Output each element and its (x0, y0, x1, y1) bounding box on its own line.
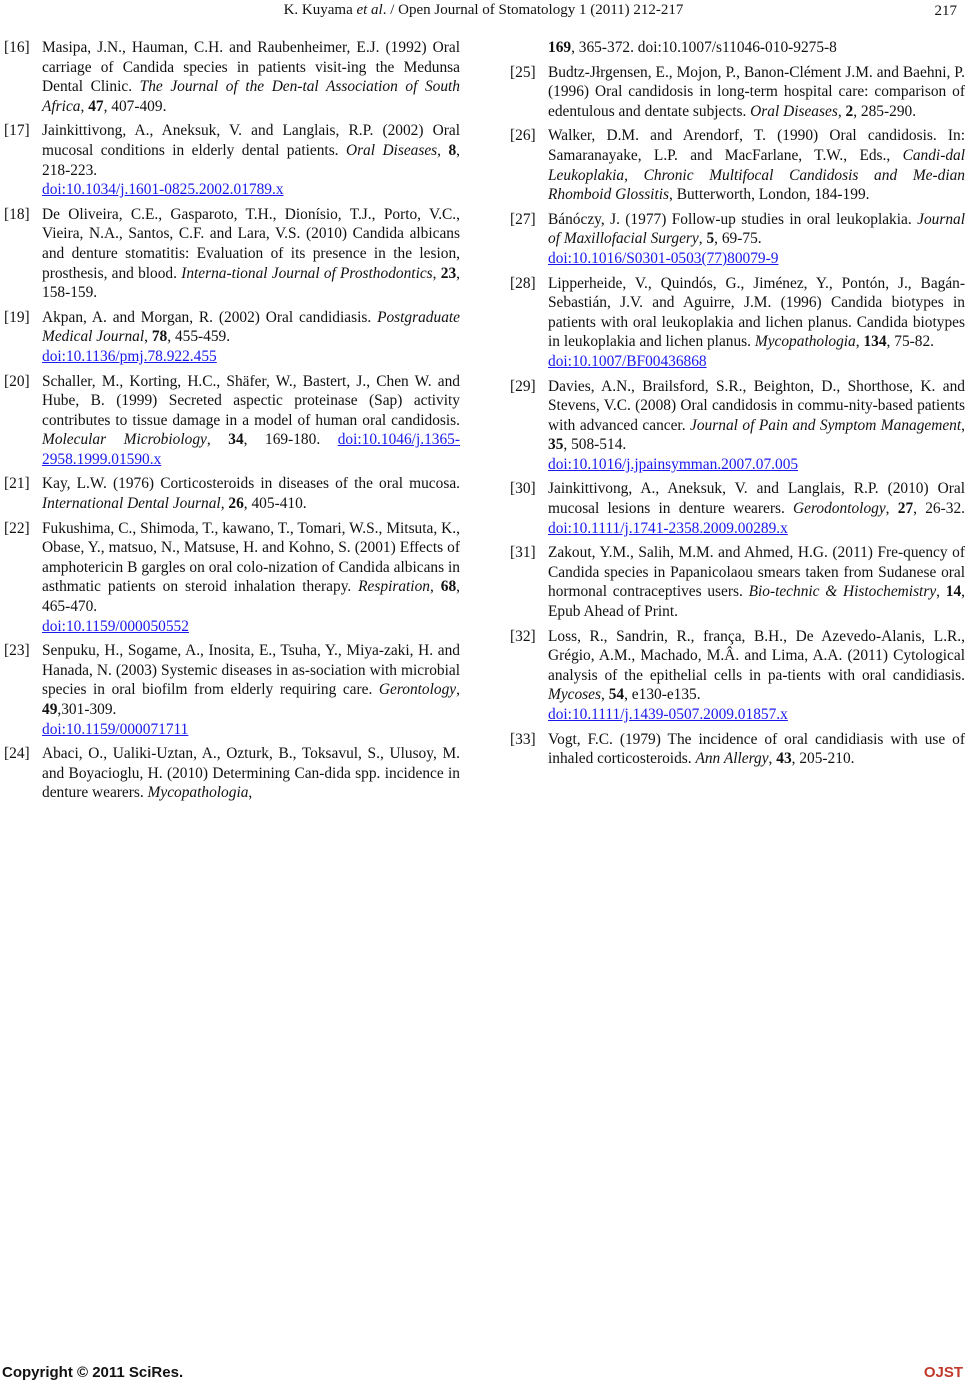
doi-link[interactable]: doi:10.1034/j.1601-0825.2002.01789.x (42, 181, 284, 199)
reference-body (42, 642, 460, 739)
doi-link[interactable]: doi:10.1111/j.1439-0507.2009.01857.x (548, 706, 788, 723)
reference-pages: , Epub Ahead of Print. (548, 583, 965, 621)
reference-separator: , (248, 784, 253, 802)
reference-separator: , (456, 681, 460, 699)
reference-journal: Gerontology (378, 681, 457, 699)
reference-number: [27] (510, 210, 536, 228)
reference-journal: Gerodontology (793, 500, 886, 518)
header-journal: . / Open Journal of Stomatology 1 (2011) 212-217 (382, 2, 684, 18)
doi-link[interactable]: doi:10.1159/000071711 (42, 720, 189, 738)
reference-number: [18] (4, 205, 30, 223)
reference-text: Schaller, M., Korting, H.C., Shäfer, W., Bastert, J., Chen W. and Hube, B. (1999) Secreted aspectic proteinase (Sap) activity contributes to tissue damage in a model of human oral candidosis. (42, 372, 460, 429)
reference-pages: , 508-514. (563, 436, 627, 454)
reference-entry (510, 479, 965, 538)
reference-entry (510, 210, 965, 269)
reference-body (548, 544, 965, 620)
reference-entry (4, 474, 460, 513)
reference-body (42, 745, 460, 801)
reference-journal: Respiration (358, 578, 430, 596)
reference-separator: , (855, 333, 864, 351)
reference-pages: , 365-372. (571, 39, 638, 56)
reference-text: Zakout, Y.M., Salih, M.M. and Ahmed, H.G. (2011) Fre-quency of Candida species in Papanicolaou smears taken from Sudanese oral hormonal contraceptives users. (548, 544, 965, 601)
reference-entry (510, 627, 965, 725)
reference-body (548, 480, 965, 536)
reference-volume: 35 (548, 436, 564, 454)
reference-pages: , 169-180. (243, 431, 338, 449)
reference-separator: , (144, 328, 152, 346)
reference-entry (510, 730, 965, 769)
reference-separator: , (437, 141, 449, 159)
reference-volume: 8 (448, 141, 457, 159)
reference-volume: 68 (440, 578, 457, 596)
reference-separator: , (80, 97, 89, 115)
reference-pages: , 407-409. (103, 97, 167, 115)
reference-entry (4, 641, 460, 739)
reference-journal: Molecular Microbiology (42, 431, 207, 449)
reference-number: [21] (4, 475, 30, 493)
reference-pages: , 218-223. (42, 141, 460, 179)
reference-body (548, 378, 965, 475)
reference-pages: , 75-82. (886, 333, 934, 351)
reference-volume: 43 (776, 750, 792, 768)
reference-volume: 27 (897, 500, 914, 518)
reference-entry (4, 308, 460, 367)
reference-journal: Oral Diseases (750, 102, 838, 120)
reference-body (548, 127, 965, 203)
running-header (0, 0, 967, 26)
reference-pages: , 455-459. (167, 328, 231, 346)
reference-pages: , 205-210. (791, 750, 855, 768)
reference-text: Vogt, F.C. (1979) The incidence of oral candidiasis with use of inhaled corticosteroids. (548, 730, 965, 768)
reference-number: [23] (4, 642, 30, 660)
reference-text: Bánóczy, J. (1977) Follow-up studies in oral leukoplakia. (548, 210, 918, 228)
reference-journal: Mycopathologia (754, 333, 856, 351)
reference-number: [24] (4, 745, 30, 763)
reference-body (42, 520, 460, 637)
reference-journal: Journal of Maxillofacial Surgery (548, 210, 965, 248)
reference-separator: , (601, 686, 609, 704)
reference-number: [16] (4, 39, 30, 56)
reference-volume: 169 (548, 39, 572, 56)
reference-pages: ,301-309. (57, 701, 117, 718)
reference-pages: Butterworth, London, 184-199. (676, 186, 870, 204)
reference-body (42, 373, 460, 468)
doi-link[interactable]: doi:10.1046/j.1365-2958.1999.01590.x (42, 431, 460, 468)
doi-link[interactable]: doi:10.1111/j.1741-2358.2009.00289.x (548, 519, 788, 537)
reference-pages: , 405-410. (243, 495, 307, 513)
reference-number: [19] (4, 308, 30, 326)
reference-journal: Postgraduate Medical Journal (42, 308, 460, 346)
reference-volume: 5 (706, 230, 715, 248)
reference-journal: Journal of Pain and Symptom Management (690, 416, 962, 434)
reference-volume: 134 (863, 333, 887, 351)
reference-separator: , (432, 264, 441, 282)
reference-journal: International Dental Journal (42, 495, 221, 513)
references-left-column (4, 38, 460, 808)
reference-separator: , (768, 750, 777, 768)
reference-volume: 26 (228, 495, 244, 513)
reference-body (548, 731, 965, 768)
reference-volume: 49 (42, 701, 58, 718)
reference-volume: 23 (440, 264, 457, 282)
reference-journal: The Journal of the Den-tal Association of South Africa (42, 78, 461, 115)
reference-body (42, 39, 460, 115)
reference-number: [29] (510, 377, 536, 395)
reference-separator: , (837, 102, 846, 120)
reference-text: Fukushima, C., Shimoda, T., kawano, T., Tomari, W.S., Mitsuta, K., Obase, Y., matsuo, N., Matsuse, H. and Kohno, S. (2001) Effects of amphotericin B gargles on oral colo-nization of Candida albicans in asthmatic patients on steroid inhalation therapy. (42, 519, 460, 596)
reference-pages: , 26-32. (913, 500, 965, 518)
reference-journal: Candi-dal Leukoplakia, Chronic Multifocal Candidosis and Me-dian Rhomboid Glossitis (548, 146, 965, 204)
doi-link[interactable]: doi:10.1016/j.jpainsymman.2007.07.005 (548, 455, 799, 473)
doi-link[interactable]: doi:10.1016/S0301-0503(77)80079-9 (548, 249, 779, 267)
reference-number: [17] (4, 122, 30, 140)
reference-number: [25] (510, 63, 536, 81)
reference-text: Loss, R., Sandrin, R., frança, B.H., De Azevedo-Alanis, L.R., Grégio, A.M., Machado, M.Â. and Lima, A.A. (2011) Cytological analysis of the epithelial cells in pa-tients with oral candidiasis. (548, 627, 965, 684)
doi-link[interactable]: doi:10.1007/BF00436868 (548, 352, 707, 370)
reference-number: [33] (510, 730, 536, 748)
reference-body (548, 628, 965, 725)
reference-separator: , (429, 578, 441, 596)
reference-volume: 54 (608, 686, 625, 704)
reference-pages: , 69-75. (714, 230, 762, 248)
reference-journal: Bio-technic & Histochemistry (748, 583, 937, 601)
reference-text: Lipperheide, V., Quindós, G., Jiménez, Y., Pontón, J., Bagán-Sebastián, J.V. and Aguirre, J.M. (1996) Candida biotypes in patients with oral leukoplakia and lichen planus. Candida biotypes in leukoplakia and lichen planus. (548, 274, 965, 351)
reference-entry (4, 519, 460, 637)
reference-volume: 14 (945, 583, 962, 601)
reference-volume: 47 (88, 97, 104, 115)
reference-number: [32] (510, 627, 536, 645)
reference-entry (4, 372, 460, 470)
reference-text: Jainkittivong, A., Aneksuk, V. and Langlais, R.P. (2002) Oral mucosal conditions in elderly dental patients. (42, 122, 460, 159)
reference-text: Senpuku, H., Sogame, A., Inosita, E., Tsuha, Y., Miya-zaki, H. and Hanada, N. (2003) Systemic diseases in as-sociation with microbial species in oral biofilm from elderly requiring care. (42, 642, 460, 699)
reference-entry (4, 38, 460, 116)
reference-separator: , (961, 416, 966, 434)
reference-number: [31] (510, 544, 536, 562)
references-right-column (510, 38, 965, 774)
reference-body (548, 211, 965, 269)
header-etal: et al (356, 2, 383, 18)
reference-separator: , (206, 431, 229, 449)
reference-text: Walker, D.M. and Arendorf, T. (1990) Oral candidosis. In: Samaranayake, L.P. and MacFarlane, T.W., Eds., (548, 127, 965, 164)
reference-entry (510, 377, 965, 475)
reference-entry (4, 205, 460, 303)
reference-text: Akpan, A. and Morgan, R. (2002) Oral candidiasis. (42, 308, 378, 326)
reference-entry (510, 63, 965, 122)
doi-link[interactable]: doi:10.1136/pmj.78.922.455 (42, 347, 217, 365)
reference-separator: , (669, 186, 677, 204)
reference-number: [22] (4, 519, 30, 537)
reference-entry (4, 121, 460, 199)
reference-body (42, 122, 460, 199)
reference-pages: , e130-e135. (624, 686, 701, 704)
reference-entry (510, 126, 965, 204)
reference-separator: , (220, 495, 229, 513)
reference-number: [26] (510, 127, 536, 145)
reference-number: [30] (510, 480, 536, 498)
reference-text: Davies, A.N., Brailsford, S.R., Beighton, D., Shorthose, K. and Stevens, V.C. (2008) Oral candidosis in commu-nity-based patients with advanced cancer. (548, 377, 965, 434)
doi-link[interactable]: doi:10.1159/000050552 (42, 617, 189, 635)
reference-entry (510, 543, 965, 621)
reference-journal: Mycoses (548, 686, 601, 704)
reference-journal: Interna-tional Journal of Prosthodontics (181, 264, 433, 282)
doi-link[interactable]: doi:10.1007/s11046-010-9275-8 (637, 39, 837, 56)
reference-text: Budtz-Jłrgensen, E., Mojon, P., Banon-Clément J.M. and Baehni, P. (1996) Oral candidosis in long-term hospital care: comparison of edentulous and dentate subjects. (548, 63, 965, 120)
reference-separator: , (936, 583, 946, 601)
copyright-notice: Copyright © 2011 SciRes. (2, 1364, 184, 1381)
reference-body (548, 275, 965, 372)
reference-text: Masipa, J.N., Hauman, C.H. and Raubenheimer, E.J. (1992) Oral carriage of Candida species in patients visit-ing the Medunsa Dental Clinic. (42, 39, 460, 96)
reference-body (548, 64, 965, 120)
reference-pages: , 285-290. (853, 102, 917, 120)
reference-journal: Oral Diseases (345, 141, 438, 159)
reference-volume: 34 (228, 431, 244, 449)
reference-body (42, 309, 460, 367)
header-authors: K. Kuyama (283, 2, 353, 18)
running-header-citation (0, 2, 967, 19)
reference-separator: , (885, 500, 898, 518)
reference-volume: 2 (845, 102, 854, 120)
reference-pages: , 465-470. (42, 578, 460, 616)
reference-entry (510, 274, 965, 372)
reference-text: Abaci, O., Ualiki-Uztan, A., Ozturk, B., Toksavul, S., Ulusoy, M. and Boyacioglu, H. (2010) Determining Can-dida spp. incidence in denture wearers. (42, 745, 460, 802)
reference-pages: , 158-159. (42, 264, 460, 302)
reference-text: De Oliveira, C.E., Gasparoto, T.H., Dionísio, T.J., Porto, V.C., Vieira, N.A., Santos, C.F. and Lara, V.S. (2010) Candida albicans and denture stomatitis: Evaluation of its presence in the lesion, prosthesis, and blood. (42, 205, 460, 282)
page-footer (0, 1362, 967, 1384)
reference-separator: , (698, 230, 707, 248)
reference-number: [28] (510, 274, 536, 292)
reference-number: [20] (4, 372, 30, 390)
reference-entry (4, 744, 460, 803)
reference-body (42, 475, 460, 512)
page-number: 217 (934, 3, 957, 19)
reference-body (42, 206, 460, 301)
reference-volume: 78 (151, 328, 168, 346)
journal-abbreviation: OJST (923, 1364, 963, 1381)
reference-text: Jainkittivong, A., Aneksuk, V. and Langlais, R.P. (2010) Oral mucosal lesions in denture wearers. (548, 480, 965, 518)
reference-text: Kay, L.W. (1976) Corticosteroids in diseases of the oral mucosa. (42, 475, 460, 493)
reference-journal: Ann Allergy (695, 750, 769, 768)
reference-24-continuation (510, 38, 965, 58)
reference-journal: Mycopathologia (147, 784, 249, 802)
